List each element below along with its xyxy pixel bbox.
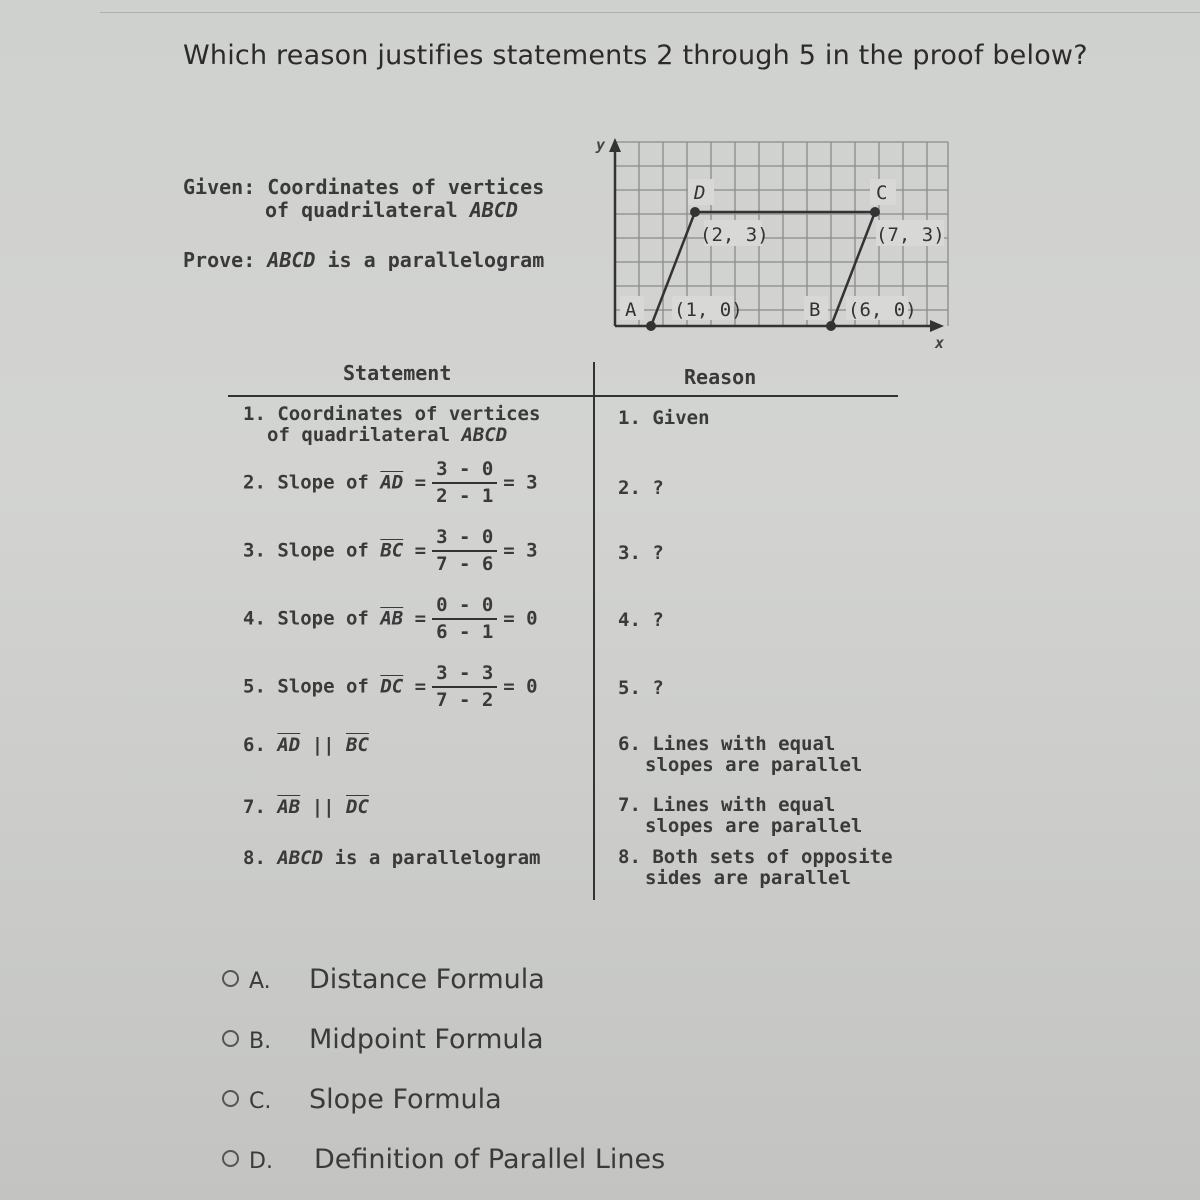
x-axis-label: x <box>935 334 945 352</box>
radio-a-icon[interactable] <box>222 970 239 987</box>
choice-c[interactable]: C. Slope Formula <box>222 1084 502 1115</box>
prove-figure: ABCD <box>267 248 316 272</box>
given-line1: Coordinates of vertices <box>267 175 545 199</box>
prove-label: Prove: <box>183 248 256 272</box>
prove-text: is a parallelogram <box>327 248 545 272</box>
point-a-coord: (1, 0) <box>674 299 743 321</box>
radio-c-icon[interactable] <box>222 1090 239 1107</box>
table-column-divider <box>593 362 595 900</box>
coordinate-graph <box>588 132 958 357</box>
given-figure: ABCD <box>469 198 518 222</box>
point-a-dot <box>646 321 656 331</box>
reason-5: 5. ? <box>618 677 664 699</box>
reason-6: 6. Lines with equal slopes are parallel <box>618 733 863 776</box>
statement-4: 4. Slope of $\overline{AB}$ = $\frac{0 - 0}{6 - 1}$ = 0 <box>243 594 538 643</box>
reason-4: 4. ? <box>618 609 664 631</box>
statement-header: Statement <box>343 361 452 385</box>
question-text: Which reason justifies statements 2 through 5 in the proof below? <box>183 40 1088 71</box>
point-c-dot <box>870 207 880 217</box>
choice-b[interactable]: B. Midpoint Formula <box>222 1024 544 1055</box>
point-c-coord: (7, 3) <box>876 224 945 246</box>
statement-5: 5. Slope of $\overline{DC}$ = $\frac{3 - 3}{7 - 2}$ = 0 <box>243 662 538 711</box>
point-b-label: B <box>809 299 821 321</box>
point-b-coord: (6, 0) <box>848 299 917 321</box>
table-header-divider <box>228 395 898 397</box>
radio-d-icon[interactable] <box>222 1150 239 1167</box>
segment-ab: $\overline{AB}$ <box>380 607 404 630</box>
reason-2: 2. ? <box>618 477 664 499</box>
reason-3: 3. ? <box>618 542 664 564</box>
choice-a[interactable]: A. Distance Formula <box>222 964 545 995</box>
given-label: Given: <box>183 175 256 199</box>
given-line2: of quadrilateral <box>265 198 458 222</box>
reason-7: 7. Lines with equal slopes are parallel <box>618 794 863 837</box>
segment-bc: $\overline{BC}$ <box>380 539 404 562</box>
statement-8: 8. ABCD is a parallelogram <box>243 847 541 869</box>
point-c-label: C <box>876 182 888 204</box>
point-b-dot <box>826 321 836 331</box>
statement-1: 1. Coordinates of vertices of quadrilateral ABCD <box>243 403 541 446</box>
top-divider <box>100 0 1200 13</box>
point-a-label: A <box>625 299 637 321</box>
statement-7: 7. $\overline{AB}$ || $\overline{DC}$ <box>243 796 369 818</box>
prove-block <box>183 248 544 272</box>
segment-dc: $\overline{DC}$ <box>380 675 404 698</box>
point-d-label: D <box>694 182 706 204</box>
radio-b-icon[interactable] <box>222 1030 239 1047</box>
choice-d[interactable]: D. Definition of Parallel Lines <box>222 1144 665 1175</box>
given-block <box>183 176 544 222</box>
statement-3: 3. Slope of $\overline{BC}$ = $\frac{3 - 0}{7 - 6}$ = 3 <box>243 526 538 575</box>
reason-1: 1. Given <box>618 407 710 429</box>
reason-header: Reason <box>684 365 757 389</box>
segment-ad: $\overline{AD}$ <box>380 471 404 494</box>
point-d-coord: (2, 3) <box>700 224 769 246</box>
point-d-dot <box>690 207 700 217</box>
y-axis-label: y <box>596 136 606 154</box>
statement-6: 6. $\overline{AD}$ || $\overline{BC}$ <box>243 734 369 756</box>
reason-8: 8. Both sets of opposite sides are parallel <box>618 846 893 889</box>
statement-2: 2. Slope of $\overline{AD}$ = $\frac{3 - 0}{2 - 1}$ = 3 <box>243 458 538 507</box>
